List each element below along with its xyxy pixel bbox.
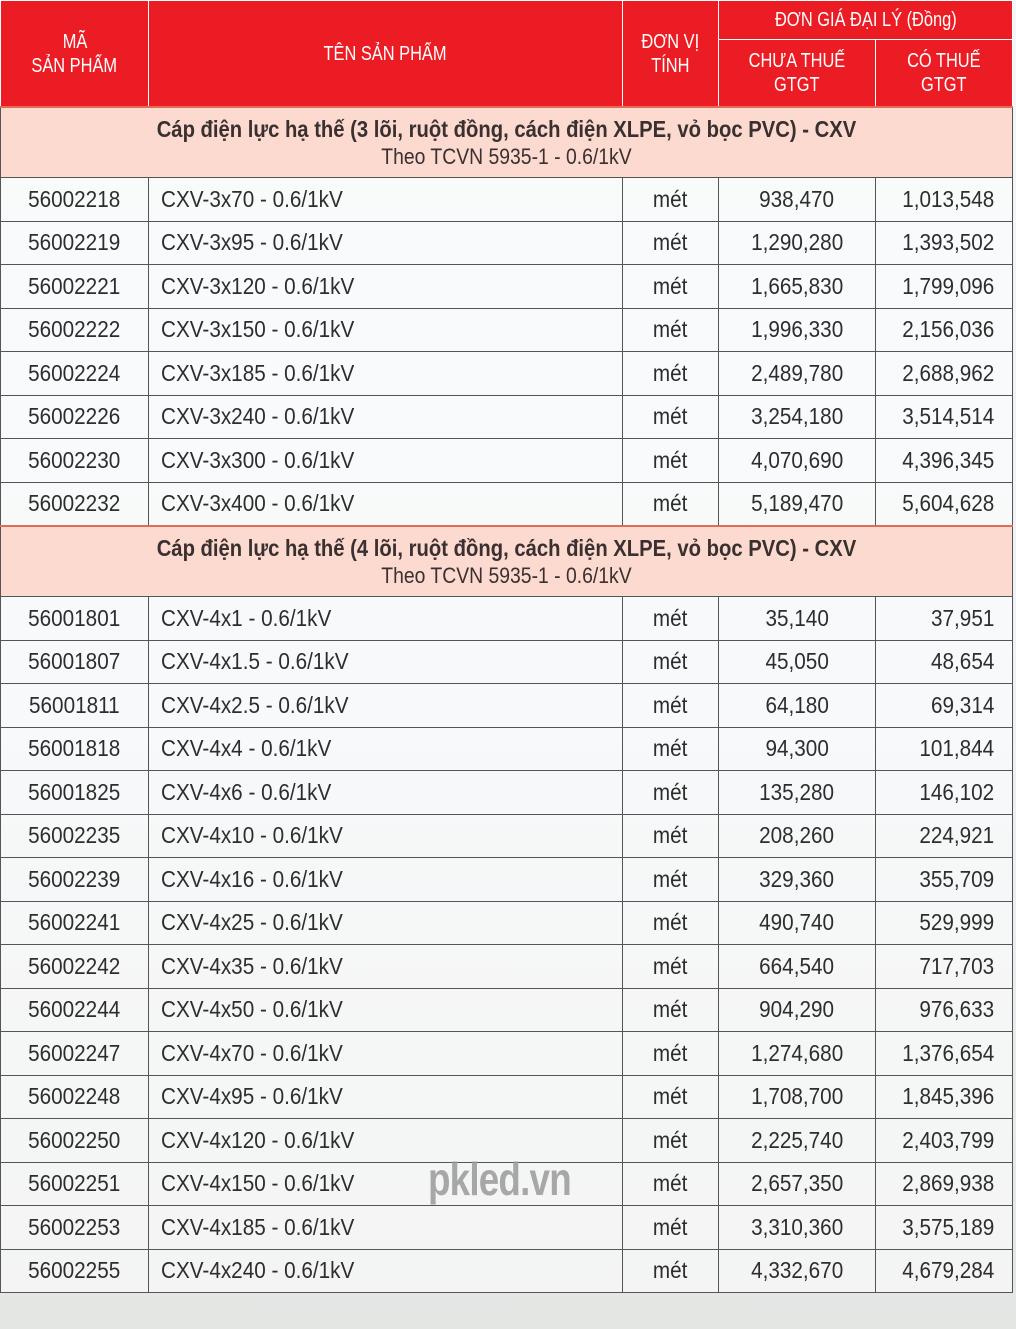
product-code: 56002230 bbox=[28, 446, 121, 473]
unit: mét bbox=[653, 490, 688, 517]
product-name-cell bbox=[149, 640, 623, 684]
product-code-cell bbox=[1, 901, 149, 945]
price-with-tax: 101,844 bbox=[919, 735, 994, 762]
unit-cell bbox=[623, 945, 719, 989]
product-code: 56002239 bbox=[28, 865, 121, 892]
section-title: Cáp điện lực hạ thế (3 lõi, ruột đồng, cách điện XLPE, vỏ bọc PVC) - CXV bbox=[156, 115, 857, 142]
price-pre-tax-cell bbox=[719, 221, 876, 265]
product-code-cell bbox=[1, 265, 149, 309]
price-with-tax-cell bbox=[876, 1032, 1013, 1076]
product-name: CXV-4x1 - 0.6/1kV bbox=[161, 604, 332, 631]
price-with-tax-cell bbox=[876, 1206, 1013, 1250]
unit: mét bbox=[653, 1083, 688, 1110]
product-name-cell bbox=[149, 352, 623, 396]
product-name: CXV-4x120 - 0.6/1kV bbox=[161, 1126, 355, 1153]
price-with-tax: 3,575,189 bbox=[901, 1213, 994, 1240]
product-code: 56002226 bbox=[28, 403, 121, 430]
product-name: CXV-3x300 - 0.6/1kV bbox=[161, 446, 355, 473]
table-row bbox=[1, 1075, 1013, 1119]
unit-cell bbox=[623, 771, 719, 815]
price-pre-tax-cell bbox=[719, 771, 876, 815]
product-name-cell bbox=[149, 1206, 623, 1250]
price-with-tax-cell bbox=[876, 858, 1013, 902]
table-row bbox=[1, 727, 1013, 771]
product-code-cell bbox=[1, 395, 149, 439]
price-pre-tax-cell bbox=[719, 858, 876, 902]
unit-cell bbox=[623, 597, 719, 641]
price-pre-tax-cell bbox=[719, 1206, 876, 1250]
product-code: 56002242 bbox=[28, 952, 121, 979]
table-row bbox=[1, 439, 1013, 483]
product-code: 56002253 bbox=[28, 1213, 121, 1240]
price-with-tax-cell bbox=[876, 352, 1013, 396]
product-code-cell bbox=[1, 1075, 149, 1119]
price-pre-tax: 1,665,830 bbox=[750, 272, 844, 299]
section-header-text bbox=[157, 115, 857, 171]
product-name: CXV-3x185 - 0.6/1kV bbox=[161, 359, 355, 386]
product-name: CXV-4x25 - 0.6/1kV bbox=[161, 909, 343, 936]
product-code: 56002251 bbox=[28, 1170, 121, 1197]
product-code-cell bbox=[1, 771, 149, 815]
price-pre-tax: 904,290 bbox=[759, 996, 835, 1023]
product-name: CXV-3x120 - 0.6/1kV bbox=[161, 272, 355, 299]
price-with-tax: 2,688,962 bbox=[901, 359, 994, 386]
price-with-tax-cell bbox=[876, 727, 1013, 771]
header-unit-line2: TÍNH bbox=[651, 54, 690, 77]
product-code-cell bbox=[1, 352, 149, 396]
product-name-cell bbox=[149, 814, 623, 858]
product-code: 56001818 bbox=[28, 735, 121, 762]
price-pre-tax-cell bbox=[719, 901, 876, 945]
price-pre-tax-cell bbox=[719, 308, 876, 352]
price-pre-tax: 208,260 bbox=[759, 822, 835, 849]
product-code: 56002222 bbox=[28, 316, 121, 343]
price-with-tax: 4,396,345 bbox=[901, 446, 994, 473]
price-pre-tax: 1,708,700 bbox=[750, 1083, 844, 1110]
header-with-tax-line1: CÓ THUẾ bbox=[907, 50, 981, 72]
unit-cell bbox=[623, 1249, 719, 1293]
table-row bbox=[1, 308, 1013, 352]
product-code: 56002221 bbox=[28, 272, 121, 299]
product-code: 56002244 bbox=[28, 996, 121, 1023]
price-pre-tax: 1,996,330 bbox=[750, 316, 844, 343]
product-code-cell bbox=[1, 308, 149, 352]
product-name: CXV-4x4 - 0.6/1kV bbox=[161, 735, 332, 762]
unit: mét bbox=[653, 446, 688, 473]
unit-cell bbox=[623, 727, 719, 771]
product-code-cell bbox=[1, 858, 149, 902]
product-name-cell bbox=[149, 308, 623, 352]
product-name: CXV-4x240 - 0.6/1kV bbox=[161, 1257, 355, 1284]
header-pre-tax-line1: CHƯA THUẾ bbox=[748, 50, 846, 72]
product-code-cell bbox=[1, 1032, 149, 1076]
price-pre-tax-cell bbox=[719, 352, 876, 396]
table-row bbox=[1, 988, 1013, 1032]
price-pre-tax-cell bbox=[719, 945, 876, 989]
unit: mét bbox=[653, 778, 688, 805]
price-pre-tax: 5,189,470 bbox=[750, 490, 844, 517]
product-name-cell bbox=[149, 858, 623, 902]
product-code-cell bbox=[1, 1119, 149, 1163]
price-with-tax: 4,679,284 bbox=[901, 1257, 994, 1284]
product-code-cell bbox=[1, 945, 149, 989]
product-name-cell bbox=[149, 727, 623, 771]
price-with-tax: 2,869,938 bbox=[901, 1170, 994, 1197]
header-name-label: TÊN SẢN PHẨM bbox=[323, 42, 448, 65]
unit: mét bbox=[653, 403, 688, 430]
unit: mét bbox=[653, 1213, 688, 1240]
product-code-cell bbox=[1, 221, 149, 265]
product-code: 56002241 bbox=[28, 909, 121, 936]
product-name-cell bbox=[149, 221, 623, 265]
price-pre-tax-cell bbox=[719, 988, 876, 1032]
unit-cell bbox=[623, 482, 719, 526]
product-name-cell bbox=[149, 482, 623, 526]
price-pre-tax: 1,290,280 bbox=[750, 229, 844, 256]
header-code-line2: SẢN PHẨM bbox=[31, 54, 118, 77]
product-code: 56002255 bbox=[28, 1257, 121, 1284]
price-pre-tax: 490,740 bbox=[759, 909, 835, 936]
price-pre-tax-cell bbox=[719, 1075, 876, 1119]
price-with-tax: 48,654 bbox=[930, 648, 994, 675]
section-header-row bbox=[1, 526, 1013, 597]
product-code-cell bbox=[1, 814, 149, 858]
table-row bbox=[1, 771, 1013, 815]
price-with-tax: 529,999 bbox=[919, 909, 994, 936]
product-name: CXV-4x16 - 0.6/1kV bbox=[161, 865, 343, 892]
unit-cell bbox=[623, 858, 719, 902]
product-name: CXV-3x95 - 0.6/1kV bbox=[161, 229, 343, 256]
section-header-cell bbox=[1, 526, 1013, 597]
unit-cell bbox=[623, 988, 719, 1032]
price-pre-tax-cell bbox=[719, 1032, 876, 1076]
product-name-cell bbox=[149, 1075, 623, 1119]
table-body bbox=[1, 107, 1013, 1293]
unit-cell bbox=[623, 1032, 719, 1076]
price-pre-tax: 2,489,780 bbox=[750, 359, 844, 386]
table-row bbox=[1, 395, 1013, 439]
price-with-tax-cell bbox=[876, 640, 1013, 684]
price-pre-tax: 664,540 bbox=[759, 952, 835, 979]
product-name: CXV-4x50 - 0.6/1kV bbox=[161, 996, 343, 1023]
product-code-cell bbox=[1, 684, 149, 728]
price-with-tax: 224,921 bbox=[919, 822, 994, 849]
price-pre-tax-cell bbox=[719, 482, 876, 526]
price-pre-tax: 329,360 bbox=[759, 865, 835, 892]
price-pre-tax-cell bbox=[719, 395, 876, 439]
unit: mét bbox=[653, 648, 688, 675]
unit: mét bbox=[653, 1039, 688, 1066]
unit: mét bbox=[653, 185, 688, 212]
product-name-cell bbox=[149, 684, 623, 728]
product-name: CXV-4x150 - 0.6/1kV bbox=[161, 1170, 355, 1197]
product-code: 56001825 bbox=[28, 778, 121, 805]
unit: mét bbox=[653, 691, 688, 718]
price-pre-tax-cell bbox=[719, 1162, 876, 1206]
unit-cell bbox=[623, 814, 719, 858]
unit: mét bbox=[653, 822, 688, 849]
table-row bbox=[1, 945, 1013, 989]
header-product-code bbox=[1, 1, 149, 108]
product-name-cell bbox=[149, 945, 623, 989]
unit: mét bbox=[653, 1126, 688, 1153]
product-code-cell bbox=[1, 597, 149, 641]
price-pre-tax: 3,254,180 bbox=[750, 403, 844, 430]
unit-cell bbox=[623, 265, 719, 309]
unit: mét bbox=[653, 909, 688, 936]
product-name: CXV-3x400 - 0.6/1kV bbox=[161, 490, 355, 517]
price-pre-tax: 64,180 bbox=[765, 691, 829, 718]
product-code-cell bbox=[1, 178, 149, 222]
price-with-tax: 2,403,799 bbox=[901, 1126, 994, 1153]
price-with-tax: 5,604,628 bbox=[901, 490, 994, 517]
price-with-tax-cell bbox=[876, 901, 1013, 945]
price-pre-tax-cell bbox=[719, 178, 876, 222]
price-with-tax: 976,633 bbox=[919, 996, 994, 1023]
price-with-tax-cell bbox=[876, 945, 1013, 989]
unit: mét bbox=[653, 1170, 688, 1197]
unit: mét bbox=[653, 604, 688, 631]
table-row bbox=[1, 640, 1013, 684]
product-code-cell bbox=[1, 640, 149, 684]
header-pre-tax-line2: GTGT bbox=[774, 74, 820, 96]
table-row bbox=[1, 814, 1013, 858]
product-name: CXV-4x1.5 - 0.6/1kV bbox=[161, 648, 349, 675]
product-name: CXV-4x35 - 0.6/1kV bbox=[161, 952, 343, 979]
table-row bbox=[1, 221, 1013, 265]
unit-cell bbox=[623, 1075, 719, 1119]
unit: mét bbox=[653, 359, 688, 386]
product-code-cell bbox=[1, 727, 149, 771]
unit-cell bbox=[623, 178, 719, 222]
unit: mét bbox=[653, 952, 688, 979]
header-price-pre-tax bbox=[719, 40, 876, 108]
table-row bbox=[1, 684, 1013, 728]
price-with-tax-cell bbox=[876, 988, 1013, 1032]
price-with-tax: 37,951 bbox=[930, 604, 994, 631]
price-pre-tax-cell bbox=[719, 597, 876, 641]
price-with-tax-cell bbox=[876, 178, 1013, 222]
price-with-tax-cell bbox=[876, 1075, 1013, 1119]
price-pre-tax: 2,225,740 bbox=[750, 1126, 844, 1153]
price-with-tax: 1,013,548 bbox=[901, 185, 994, 212]
price-pre-tax: 1,274,680 bbox=[750, 1039, 844, 1066]
price-pre-tax-cell bbox=[719, 439, 876, 483]
product-code-cell bbox=[1, 1206, 149, 1250]
product-name: CXV-4x95 - 0.6/1kV bbox=[161, 1083, 343, 1110]
section-header-cell bbox=[1, 107, 1013, 178]
unit: mét bbox=[653, 996, 688, 1023]
price-with-tax-cell bbox=[876, 308, 1013, 352]
price-with-tax-cell bbox=[876, 597, 1013, 641]
price-with-tax: 717,703 bbox=[919, 952, 994, 979]
product-code-cell bbox=[1, 1162, 149, 1206]
price-with-tax-cell bbox=[876, 221, 1013, 265]
price-with-tax: 1,799,096 bbox=[901, 272, 994, 299]
unit-cell bbox=[623, 684, 719, 728]
price-pre-tax: 938,470 bbox=[759, 185, 835, 212]
header-product-name bbox=[149, 1, 623, 108]
price-with-tax: 1,845,396 bbox=[901, 1083, 994, 1110]
price-with-tax: 69,314 bbox=[930, 691, 994, 718]
table-row bbox=[1, 1249, 1013, 1293]
table-row bbox=[1, 1032, 1013, 1076]
price-with-tax-cell bbox=[876, 771, 1013, 815]
product-code: 56002219 bbox=[28, 229, 121, 256]
header-with-tax-line2: GTGT bbox=[921, 74, 967, 96]
product-name-cell bbox=[149, 1032, 623, 1076]
price-with-tax-cell bbox=[876, 439, 1013, 483]
product-name: CXV-3x240 - 0.6/1kV bbox=[161, 403, 355, 430]
unit: mét bbox=[653, 735, 688, 762]
unit: mét bbox=[653, 1257, 688, 1284]
product-name: CXV-4x70 - 0.6/1kV bbox=[161, 1039, 343, 1066]
unit-cell bbox=[623, 1162, 719, 1206]
product-name-cell bbox=[149, 265, 623, 309]
price-pre-tax-cell bbox=[719, 1119, 876, 1163]
product-name-cell bbox=[149, 988, 623, 1032]
price-pre-tax: 94,300 bbox=[765, 735, 829, 762]
price-with-tax: 355,709 bbox=[919, 865, 994, 892]
price-with-tax: 1,393,502 bbox=[901, 229, 994, 256]
product-code: 56002224 bbox=[28, 359, 121, 386]
price-with-tax-cell bbox=[876, 814, 1013, 858]
product-code: 56002247 bbox=[28, 1039, 121, 1066]
price-with-tax: 146,102 bbox=[919, 778, 994, 805]
product-name: CXV-4x185 - 0.6/1kV bbox=[161, 1213, 355, 1240]
table-header bbox=[1, 1, 1013, 108]
product-name: CXV-4x2.5 - 0.6/1kV bbox=[161, 691, 349, 718]
table-row bbox=[1, 858, 1013, 902]
price-pre-tax-cell bbox=[719, 727, 876, 771]
price-pre-tax: 4,070,690 bbox=[750, 446, 844, 473]
header-price-group-label: ĐƠN GIÁ ĐẠI LÝ (Đồng) bbox=[774, 9, 957, 31]
product-name: CXV-4x10 - 0.6/1kV bbox=[161, 822, 343, 849]
price-pre-tax-cell bbox=[719, 684, 876, 728]
product-code: 56002250 bbox=[28, 1126, 121, 1153]
price-with-tax: 3,514,514 bbox=[901, 403, 994, 430]
product-code: 56001807 bbox=[28, 648, 121, 675]
header-unit bbox=[623, 1, 719, 108]
header-price-group bbox=[719, 1, 1013, 40]
table-row bbox=[1, 482, 1013, 526]
unit-cell bbox=[623, 352, 719, 396]
section-subtitle: Theo TCVN 5935-1 - 0.6/1kV bbox=[381, 562, 632, 588]
product-name-cell bbox=[149, 901, 623, 945]
product-name-cell bbox=[149, 395, 623, 439]
price-with-tax-cell bbox=[876, 482, 1013, 526]
price-pre-tax: 135,280 bbox=[759, 778, 835, 805]
price-pre-tax-cell bbox=[719, 1249, 876, 1293]
unit-cell bbox=[623, 221, 719, 265]
header-unit-line1: ĐƠN VỊ bbox=[641, 30, 700, 53]
product-name: CXV-3x150 - 0.6/1kV bbox=[161, 316, 355, 343]
price-with-tax-cell bbox=[876, 684, 1013, 728]
unit-cell bbox=[623, 640, 719, 684]
table-row bbox=[1, 597, 1013, 641]
unit: mét bbox=[653, 316, 688, 343]
unit: mét bbox=[653, 865, 688, 892]
price-pre-tax-cell bbox=[719, 640, 876, 684]
product-code: 56002248 bbox=[28, 1083, 121, 1110]
table-row bbox=[1, 178, 1013, 222]
price-with-tax: 1,376,654 bbox=[901, 1039, 994, 1066]
price-pre-tax: 2,657,350 bbox=[750, 1170, 844, 1197]
price-pre-tax-cell bbox=[719, 814, 876, 858]
product-name-cell bbox=[149, 597, 623, 641]
header-price-with-tax bbox=[876, 40, 1013, 108]
table-row bbox=[1, 265, 1013, 309]
product-name-cell bbox=[149, 439, 623, 483]
price-pre-tax: 4,332,670 bbox=[750, 1257, 844, 1284]
product-name-cell bbox=[149, 1249, 623, 1293]
product-code-cell bbox=[1, 482, 149, 526]
unit-cell bbox=[623, 395, 719, 439]
product-name: CXV-3x70 - 0.6/1kV bbox=[161, 185, 343, 212]
unit-cell bbox=[623, 901, 719, 945]
price-pre-tax-cell bbox=[719, 265, 876, 309]
table-row bbox=[1, 901, 1013, 945]
product-code-cell bbox=[1, 988, 149, 1032]
price-with-tax-cell bbox=[876, 1162, 1013, 1206]
price-with-tax-cell bbox=[876, 395, 1013, 439]
section-title: Cáp điện lực hạ thế (4 lõi, ruột đồng, cách điện XLPE, vỏ bọc PVC) - CXV bbox=[156, 534, 857, 561]
header-code-line1: MÃ bbox=[62, 30, 87, 53]
price-pre-tax: 45,050 bbox=[765, 648, 829, 675]
section-header-text bbox=[157, 534, 857, 590]
product-code: 56002235 bbox=[28, 822, 121, 849]
product-name-cell bbox=[149, 178, 623, 222]
product-code-cell bbox=[1, 439, 149, 483]
unit-cell bbox=[623, 1206, 719, 1250]
price-pre-tax: 35,140 bbox=[765, 604, 829, 631]
price-with-tax-cell bbox=[876, 265, 1013, 309]
unit: mét bbox=[653, 272, 688, 299]
product-code: 56002218 bbox=[28, 185, 121, 212]
product-code: 56001801 bbox=[28, 604, 121, 631]
product-code-cell bbox=[1, 1249, 149, 1293]
section-header-row bbox=[1, 107, 1013, 178]
watermark: pkled.vn bbox=[428, 1153, 571, 1205]
price-with-tax-cell bbox=[876, 1119, 1013, 1163]
table-row bbox=[1, 352, 1013, 396]
product-name-cell bbox=[149, 771, 623, 815]
product-name: CXV-4x6 - 0.6/1kV bbox=[161, 778, 332, 805]
price-with-tax: 2,156,036 bbox=[901, 316, 994, 343]
unit-cell bbox=[623, 308, 719, 352]
table-row bbox=[1, 1206, 1013, 1250]
price-with-tax-cell bbox=[876, 1249, 1013, 1293]
unit-cell bbox=[623, 439, 719, 483]
product-code: 56001811 bbox=[29, 691, 120, 718]
unit-cell bbox=[623, 1119, 719, 1163]
product-code: 56002232 bbox=[28, 490, 121, 517]
section-subtitle: Theo TCVN 5935-1 - 0.6/1kV bbox=[381, 143, 632, 169]
unit: mét bbox=[653, 229, 688, 256]
price-pre-tax: 3,310,360 bbox=[750, 1213, 844, 1240]
